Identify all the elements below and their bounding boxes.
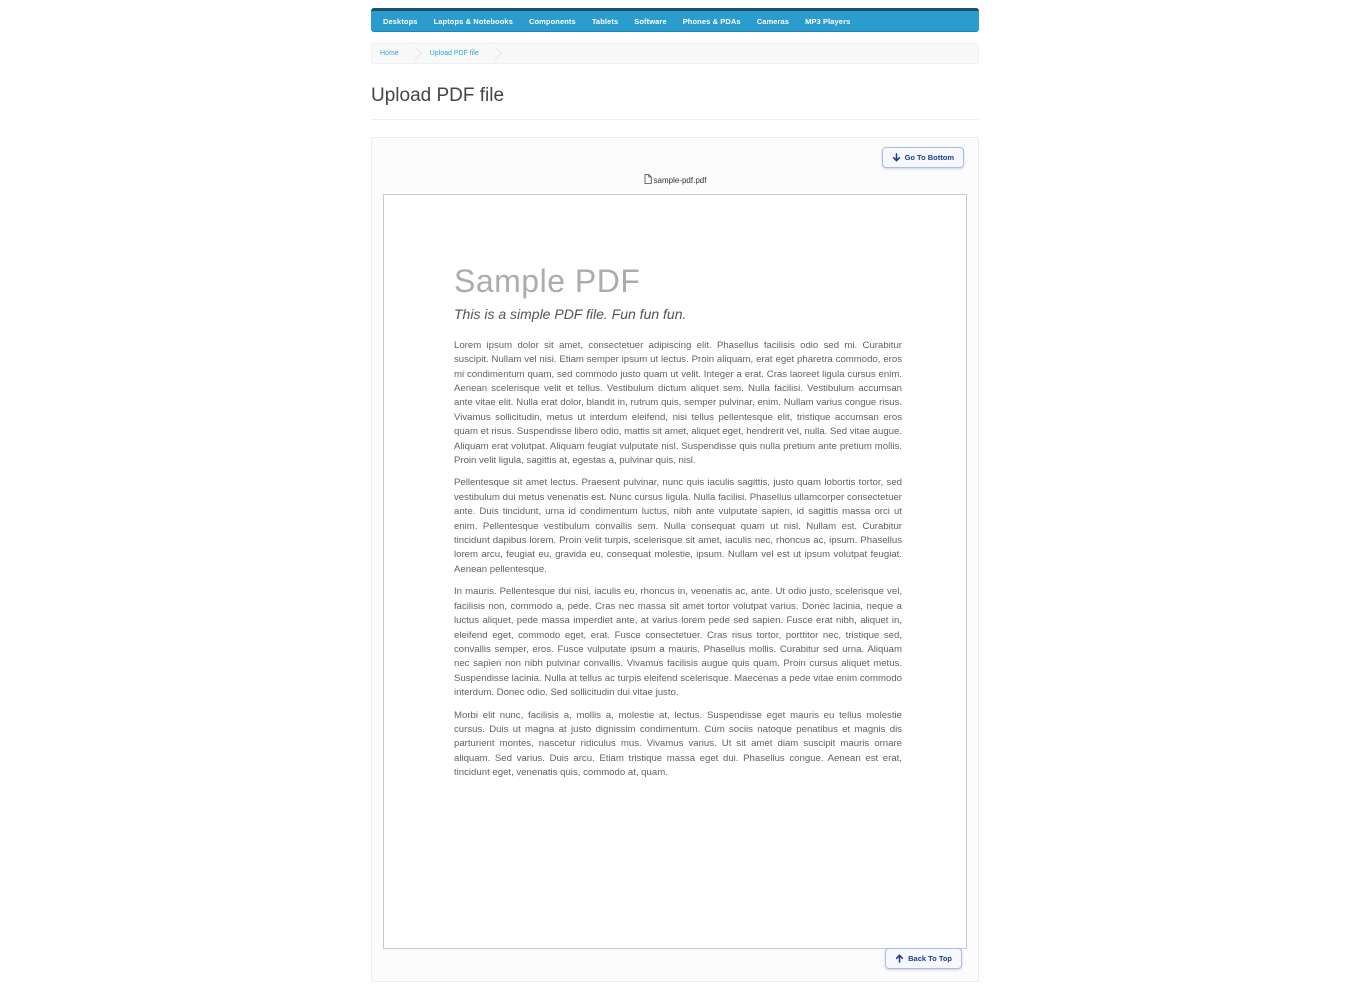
nav-link[interactable]: Phones & PDAs — [682, 16, 741, 26]
nav-item — [675, 11, 749, 32]
nav-link[interactable]: Components — [528, 16, 576, 26]
back-to-top-label: Back To Top — [908, 954, 952, 963]
pdf-paragraph: Lorem ipsum dolor sit amet, consectetuer adipiscing elit. Phasellus facilisis odio sed mi. Curabitur suscipit. Nullam vel nisi. Etiam semper ipsum ut lectus. Proin aliquam, erat eget pharetra commodo, eros mi condimentum quam, sed commodo justo quam ut velit. Integer a erat. Cras laoreet ligula cursus enim. Aenean scelerisque velit et tellus. Vestibulum dictum aliquet sem. Nulla facilisi. Vestibulum accumsan ante vitae elit. Nulla erat dolor, blandit in, rutrum quis, semper pulvinar, enim. Nullam varius congue risus. Vivamus sollicitudin, metus ut interdum eleifend, nisi tellus pellentesque elit, tristique accumsan eros quam et risus. Suspendisse libero odio, mattis sit amet, aliquet eget, hendrerit vel, nulla. Sed vitae augue. Aliquam erat volutpat. Aliquam feugiat vulputate nisl. Suspendisse quis nulla pretium ante pretium mollis. Proin velit ligula, sagittis at, egestas a, pulvinar quis, nisl. — [454, 339, 902, 467]
go-to-bottom-button[interactable] — [882, 147, 964, 168]
go-to-bottom-label: Go To Bottom — [904, 153, 954, 162]
nav-link[interactable]: MP3 Players — [805, 16, 851, 26]
arrow-up-icon — [895, 954, 904, 963]
nav-item — [797, 11, 858, 32]
page-container — [371, 0, 979, 982]
back-to-top-button[interactable] — [885, 948, 962, 969]
pdf-document-body — [454, 339, 902, 781]
nav-item — [375, 11, 426, 32]
breadcrumb-link[interactable]: Upload PDF file — [429, 50, 479, 57]
viewer-toolbar — [381, 147, 969, 168]
pdf-paragraph: Morbi elit nunc, facilisis a, mollis a, molestie at, lectus. Suspendisse eget mauris eu tellus molestie cursus. Duis ut magna at justo dignissim condimentum. Cum sociis natoque penatibus et magnis dis parturient montes, nascetur ridiculus mus. Vivamus varius. Ut sit amet diam suscipit mauris ornare aliquam. Sed varius. Duis arcu. Etiam tristique massa eget dui. Phasellus congue. Aenean est erat, tincidunt eget, venenatis quis, commodo at, quam. — [454, 709, 902, 779]
breadcrumb — [371, 43, 979, 64]
pdf-paragraph: Pellentesque sit amet lectus. Praesent pulvinar, nunc quis iaculis sagittis, justo quam lobortis tortor, sed vestibulum dui metus venenatis est. Nunc cursus ligula. Nulla facilisi. Phasellus ullamcorper consectetuer ante. Duis tincidunt, urna id condimentum luctus, nibh ante vulputate sapien, id sagittis massa orci ut enim. Pellentesque vestibulum convallis sem. Nulla consequat quam ut nisl. Nullam est. Curabitur tincidunt dapibus lorem. Proin velit turpis, scelerisque sit amet, iaculis nec, rhoncus ac, ipsum. Phasellus lorem arcu, feugiat eu, gravida eu, consequat molestie, ipsum. Nullam vel est ut ipsum volutpat feugiat. Aenean pellentesque. — [454, 477, 902, 575]
pdf-viewer-panel — [371, 137, 979, 982]
chevron-right-icon — [409, 47, 422, 60]
breadcrumb-item — [380, 49, 430, 58]
breadcrumb-item — [430, 49, 510, 58]
file-name: sample-pdf.pdf — [653, 175, 707, 185]
file-name-row — [381, 174, 969, 186]
pdf-document-title: Sample PDF — [454, 263, 641, 299]
pdf-page — [383, 194, 967, 949]
main-menu-list — [371, 11, 979, 31]
pdf-paragraph: In mauris. Pellentesque dui nisi, iaculis eu, rhoncus in, venenatis ac, ante. Ut odio justo, scelerisque vel, facilisis non, commodo a, pede. Cras nec massa sit amet tortor volutpat varius. Donec lacinia, neque a luctus aliquet, pede massa imperdiet ante, at varius lorem pede sed sapien. Fusce erat nibh, aliquet in, eleifend eget, commodo eget, erat. Fusce consectetuer. Cras risus tortor, porttitor nec, tristique sed, convallis semper, eros. Fusce vulputate ipsum a mauris. Phasellus mollis. Curabitur sed urna. Aliquam nec sapien non nibh pulvinar convallis. Vivamus facilisis augue quis quam. Proin cursus aliquet metus. Suspendisse lacinia. Nulla at tellus ac turpis eleifend scelerisque. Maecenas a pede vitae enim commodo interdum. Donec odio. Sed sollicitudin dui vitae justo. — [454, 586, 902, 699]
nav-item — [749, 11, 797, 32]
nav-link[interactable]: Cameras — [756, 16, 790, 26]
nav-item — [521, 11, 584, 32]
nav-link[interactable]: Tablets — [591, 16, 619, 26]
nav-link[interactable]: Desktops — [383, 16, 418, 26]
nav-link[interactable]: Laptops & Notebooks — [433, 16, 513, 26]
page-title: Upload PDF file — [371, 85, 979, 120]
nav-item — [584, 11, 626, 32]
nav-item — [426, 11, 521, 32]
arrow-down-icon — [892, 153, 901, 162]
nav-item — [626, 11, 674, 32]
pdf-document-subtitle: This is a simple PDF file. Fun fun fun. — [454, 305, 687, 322]
chevron-right-icon — [489, 47, 502, 60]
file-icon — [644, 174, 652, 186]
breadcrumb-link[interactable]: Home — [380, 50, 399, 57]
nav-link[interactable]: Software — [634, 16, 667, 26]
main-menu — [371, 8, 979, 32]
